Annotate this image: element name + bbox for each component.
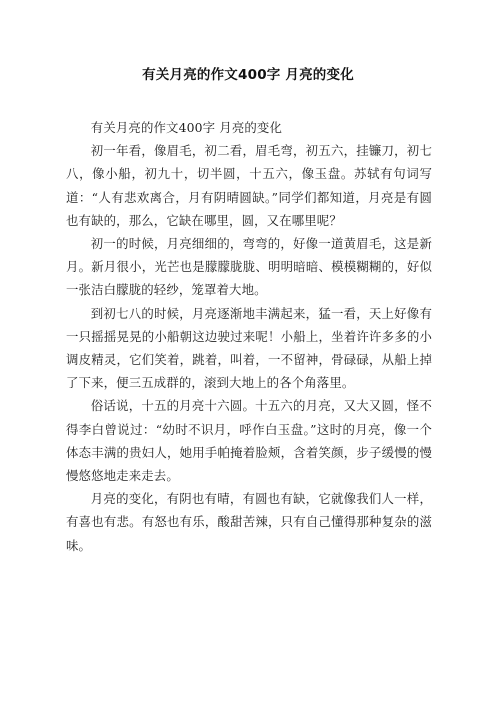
paragraph-2: 初一的时候，月亮细细的，弯弯的，好像一道黄眉毛，这是新月。新月很小，光芒也是朦朦胧胧、明明暗暗、模模糊糊的，好似一张洁白朦胧的轻纱，笼罩着大地。 bbox=[66, 236, 432, 298]
paragraph-1: 初一年看，像眉毛，初二看，眉毛弯，初五六，挂镰刀，初七八，像小船，初九十，切半圆，十五六，像玉盘。苏轼有句词写道：“人有悲欢离合，月有阴晴圆缺。”同学们都知道，月亮是有圆也有缺的，那么，它缺在哪里，圆，又在哪里呢？ bbox=[66, 143, 432, 228]
document-title: 有关月亮的作文400字 月亮的变化 bbox=[142, 67, 354, 83]
paragraph-5: 月亮的变化，有阴也有晴，有圆也有缺，它就像我们人一样，有喜也有悲。有怒也有乐，酸甜苦辣，只有自己懂得那种复杂的滋味。 bbox=[66, 491, 432, 553]
paragraph-3: 到初七八的时候，月亮逐渐地丰满起来，猛一看，天上好像有一只摇摇晃晃的小船朝这边驶过来呢！小船上，坐着许许多多的小调皮精灵，它们笑着，跳着，叫着，一不留神，骨碌碌，从船上掉了下来，便三五成群的，滚到大地上的各个角落里。 bbox=[66, 305, 432, 391]
document-body bbox=[66, 116, 432, 557]
paragraph-subtitle: 有关月亮的作文400字 月亮的变化 bbox=[90, 120, 283, 135]
paragraph-4: 俗话说，十五的月亮十六圆。十五六的月亮，又大又圆，怪不得李白曾说过：“幼时不识月，呼作白玉盘。”这时的月亮，像一个体态丰满的贵妇人，她用手帕掩着脸颊，含着笑颜，步子缓慢的慢慢悠悠地走来走去。 bbox=[66, 398, 432, 484]
